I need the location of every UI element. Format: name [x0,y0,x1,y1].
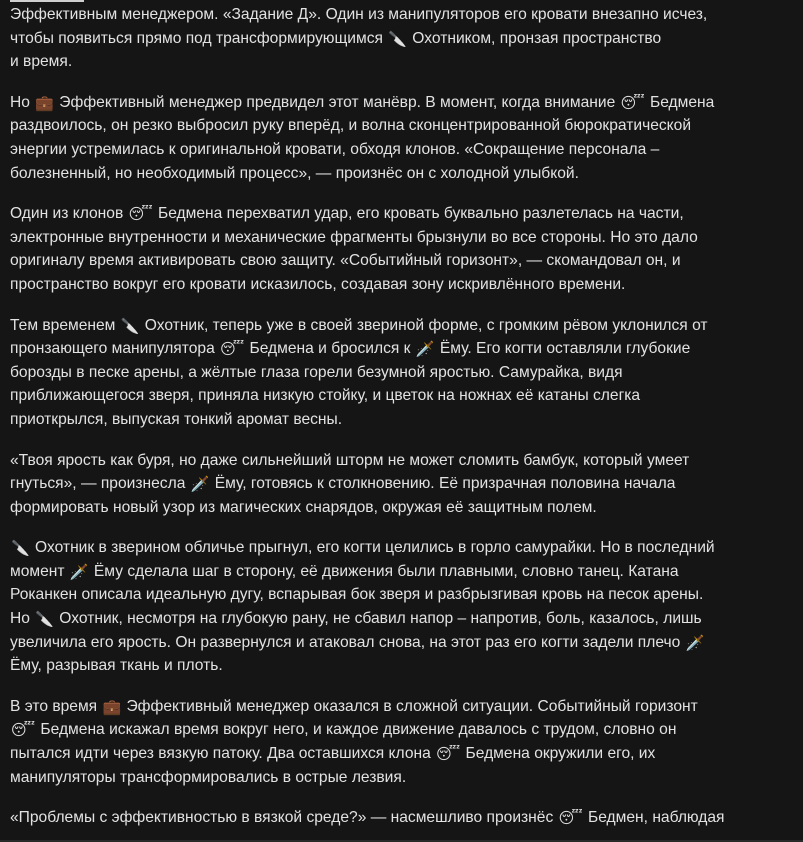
text-segment: «Проблемы с эффективностью в вязкой среде?» — насмешливо произнёс [10,809,558,827]
dagger-icon: 🗡️ [685,633,705,652]
text-segment: Ёму сделала шаг в сторону, её движения были плавными, словно танец. Катана [89,562,679,580]
sleeping-face-icon: 😴 [220,340,245,359]
story-paragraph [10,449,800,520]
text-segment: В это время [10,697,102,715]
text-segment: Бедмен, наблюдая [583,809,725,827]
text-segment: пронзающего манипулятора [10,340,220,358]
text-segment: Ёму, разрывая ткань и плоть. [10,657,223,675]
sleeping-face-icon: 😴 [128,205,153,224]
knife-icon: 🔪 [120,316,140,335]
text-segment: электронные внутренности и механические фрагменты брызнули во все стороны. Но это дало [10,228,698,246]
text-segment: увеличила его ярость. Он развернулся и атаковал снова, на этот раз его когти задели плечо [10,633,685,651]
text-segment: Ёму, готовясь к столкновению. Её призрачная половина начала [210,475,676,493]
text-segment: Ёму. Его когти оставляли глубокие [435,340,691,358]
top-divider [10,0,84,2]
dagger-icon: 🗡️ [190,475,210,494]
text-segment: гнуться», — произнесла [10,475,190,493]
text-segment: пространство вокруг его кровати исказилось, создавая зону искривлённого времени. [10,275,626,293]
text-segment: формировать новый узор из магических снарядов, окружая её защитным полем. [10,498,597,516]
text-segment: Один из клонов [10,205,128,223]
text-segment: Бедмена [645,93,715,111]
text-segment: Эффективный менеджер предвидел этот манёвр. В момент, когда внимание [54,93,620,111]
text-segment: Бедмена перехватил удар, его кровать буквально разлетелась на части, [153,205,684,223]
sleeping-face-icon: 😴 [436,745,461,764]
sleeping-face-icon: 😴 [11,721,36,740]
text-segment: Роканкен описала идеальную дугу, вспарывая бок зверя и разбрызгивая кровь на песок арены. [10,586,704,604]
story-text [10,3,800,830]
dagger-icon: 🗡️ [69,562,89,581]
story-paragraph [10,202,800,296]
dagger-icon: 🗡️ [415,340,435,359]
text-segment: болезненный, но необходимый процесс», — произнёс он с холодной улыбкой. [10,164,579,182]
text-segment: чтобы появиться прямо под трансформирующимся [10,29,388,47]
text-segment: приближающегося зверя, приняла низкую стойку, и цветок на ножнах её катаны слегка [10,387,641,405]
text-segment: Но [10,610,35,628]
story-paragraph [10,3,800,74]
text-segment: раздвоилось, он резко выбросил руку вперёд, и волна сконцентрированной бюрократической [10,117,692,135]
story-paragraph [10,314,800,432]
knife-icon: 🔪 [11,539,30,558]
story-paragraph [10,695,800,789]
briefcase-icon: 💼 [102,697,122,716]
text-segment: Эффективный менеджер оказался в сложной ситуации. Событийный горизонт [122,697,698,715]
sleeping-face-icon: 😴 [620,93,645,112]
story-paragraph [10,806,800,830]
text-segment: Бедмена искажал время вокруг него, и каждое движение давалось с трудом, словно он [36,721,677,739]
text-segment: оригиналу время активировать свою защиту. «Событийный горизонт», — скомандовал он, и [10,252,681,270]
text-segment: приоткрылся, выпуская тонкий аромат весны. [10,410,343,428]
story-paragraph [10,536,800,678]
knife-icon: 🔪 [388,29,407,48]
text-segment: Бедмена и бросился к [245,340,415,358]
sleeping-face-icon: 😴 [558,809,583,828]
text-segment: «Твоя ярость как буря, но даже сильнейший шторм не может сломить бамбук, который умеет [10,451,690,469]
text-segment: Тем временем [10,316,120,334]
text-segment: Охотником, пронзая пространство [407,29,662,47]
text-segment: момент [10,562,69,580]
briefcase-icon: 💼 [35,93,54,112]
text-segment: Эффективным менеджером. «Задание Д». Один из манипуляторов его кровати внезапно исчез, [10,6,708,23]
knife-icon: 🔪 [35,610,54,629]
text-segment: Но [10,93,35,111]
text-segment: борозды в песке арены, а жёлтые глаза горели безумной яростью. Самурайка, видя [10,363,623,381]
text-segment: манипуляторы трансформировались в острые лезвия. [10,768,407,786]
text-segment: энергии устремилась к оригинальной кровати, обходя клонов. «Сокращение персонала – [10,140,660,158]
story-paragraph [10,91,800,185]
text-segment: Охотник, теперь уже в своей звериной форме, с громким рёвом уклонился от [140,316,708,334]
text-segment: Бедмена окружили его, их [461,745,656,763]
text-segment: пытался идти через вязкую патоку. Два оставшихся клона [10,745,436,763]
text-segment: Охотник, несмотря на глубокую рану, не сбавил напор – напротив, боль, казалось, лишь [54,610,702,628]
text-segment: Охотник в зверином обличье прыгнул, его когти целились в горло самурайки. Но в последний [30,539,715,557]
text-segment: и время. [10,53,73,71]
